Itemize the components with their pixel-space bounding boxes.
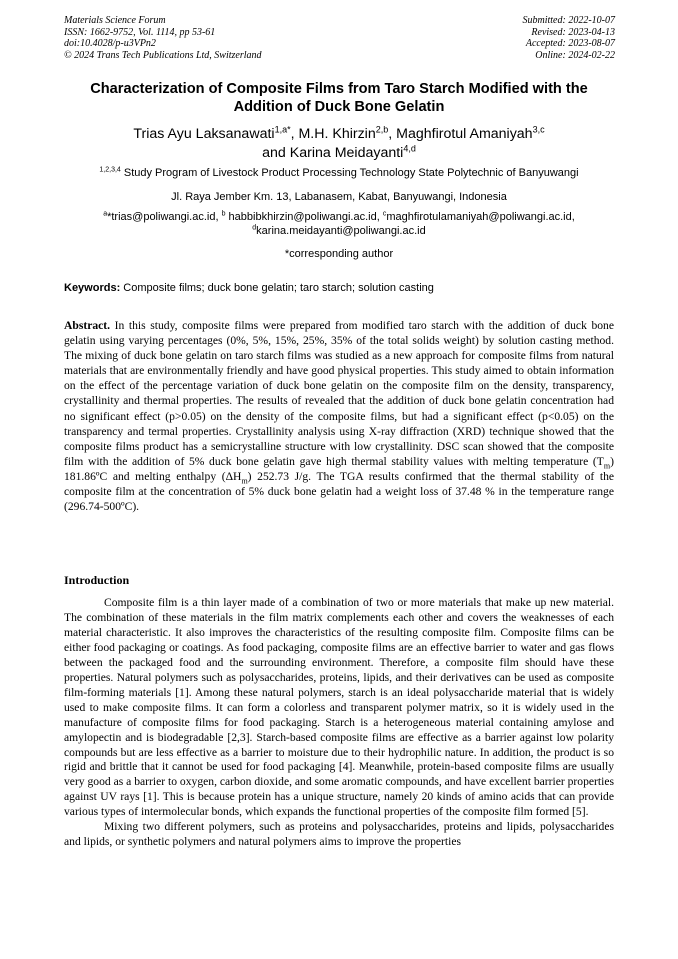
author-affiliation-mark: 3,c (532, 124, 545, 135)
journal-info (64, 15, 262, 61)
copyright-line: © 2024 Trans Tech Publications Ltd, Switzerland (64, 49, 262, 61)
introduction-heading: Introduction (64, 573, 130, 587)
keywords (64, 281, 434, 295)
publication-dates (523, 15, 616, 61)
email-link[interactable]: *trias@poliwangi.ac.id, (107, 211, 222, 223)
subscript: m (603, 461, 611, 471)
keywords-text: Composite films; duck bone gelatin; taro starch; solution casting (120, 282, 434, 294)
issn-line: ISSN: 1662-9752, Vol. 1114, pp 53-61 (64, 26, 216, 38)
title-line-2: Addition of Duck Bone Gelatin (233, 98, 445, 115)
email-mark: c (382, 210, 387, 218)
abstract-label: Abstract. (64, 319, 111, 332)
journal-name: Materials Science Forum (64, 15, 166, 26)
abstract-text: In this study, composite films were prepared from modified taro starch with the addition of duck bone gelatin using varying percentages (0%, 5%, 15%, 25%, 35% of the total solids weight) by solution casting method. The mixing of duck bone gelatin on taro starch films was studied as a new approach for composite films from natural materials that are environmentally friendly and have good physical properties. This study aimed to obtain information on the effect of the percentage variation of duck bone gelatin on the composite film on the density, transparency, crystallinity and thermal properties. The results of revealed that the addition of duck bone gelatin concentration had no significant effect (p>0.05) on the density of the composite films, but had a significant effect (p<0.05) on the transparency and termal properties. Crystallinity analysis using X-ray diffraction (XRD) technique showed that the composite films product has a semicrystalline structure with low crystallinity. DSC scan showed that the composite film with the addition of 5% duck bone gelatin gave high thermal stability values with melting temperature (T (64, 319, 614, 468)
email-link[interactable]: karina.meidayanti@poliwangi.ac.id (256, 225, 426, 237)
author-name: M.H. Khirzin (298, 126, 376, 142)
author-affiliation-mark: 2,b (375, 124, 389, 135)
submitted-date: Submitted: 2022-10-07 (522, 15, 615, 26)
author-list (50, 125, 628, 163)
email-mark: d (252, 224, 257, 232)
paper-title (50, 81, 628, 116)
affiliation-line (40, 166, 638, 180)
email-link[interactable]: habbibkhirzin@poliwangi.ac.id, (225, 211, 383, 223)
affiliation-text: Study Program of Livestock Product Processing Technology State Polytechnic of Banyuwangi (120, 167, 579, 179)
abstract (64, 318, 614, 514)
author-separator: , (290, 126, 299, 142)
email-mark: a (103, 210, 108, 218)
email-line-1 (40, 210, 638, 224)
email-list (40, 210, 638, 238)
paragraph: Mixing two different polymers, such as proteins and polysaccharides, proteins and lipids, polysaccharides and lipids, or synthetic polymers and natural polymers aims to improve the properties (64, 820, 614, 849)
email-mark: b (221, 210, 226, 218)
subscript: m (241, 476, 248, 486)
revised-date: Revised: 2023-04-13 (531, 26, 615, 38)
corresponding-author-note: *corresponding author (284, 248, 394, 260)
doi-line[interactable]: doi:10.4028/p-u3VPn2 (64, 38, 156, 49)
introduction-body (64, 596, 614, 850)
abstract-text: ) 181.86ºC and melting enthalpy (ΔH (64, 454, 614, 483)
abstract-text: ) 252.73 J/g. The TGA results confirmed that the thermal stability of the composite film at the concentration of 5% duck bone gelatin had a weight loss of 37.48 % in the temperature range (296.74-500ºC). (64, 469, 615, 514)
email-line-2 (40, 224, 638, 238)
keywords-label: Keywords: (64, 282, 121, 294)
author-name: Maghfirotul Amaniyah (396, 126, 533, 142)
author-line-1 (50, 125, 628, 144)
author-affiliation-mark: 4,d (403, 143, 416, 154)
author-name: Trias Ayu Laksanawati (133, 126, 275, 142)
title-line-1: Characterization of Composite Films from Taro Starch Modified with the (90, 81, 588, 97)
email-link[interactable]: maghfirotulamaniyah@poliwangi.ac.id, (386, 211, 575, 223)
online-date: Online: 2024-02-22 (535, 49, 615, 61)
author-name: Karina Meidayanti (289, 145, 404, 161)
affiliation-mark: 1,2,3,4 (99, 166, 121, 174)
paragraph: Composite film is a thin layer made of a combination of two or more materials that make up new material. The combination of these materials in the film matrix complements each other and covers the weaknesses of each material characteristic. It also improves the characteristics of the resulting composite film. Composite films can be either food packaging or coatings. As food packaging, composite films are an effective barrier to water and gas flows between the packaged food and the surrounding environment. Therefore, a composite film should have these properties. Natural polymers such as polysaccharides, proteins, lipids, and their derivatives can be used as composite film-forming materials [1]. Among these natural polymers, starch is an ideal polysaccharide material that is widely used to make composite films. It can form a colorless and transparent polymer matrix, so it is widely used in the manufacture of composite films for food packaging. Starch is a heterogeneous material containing amylose and amylopectin and is biodegradable [2,3]. Starch-based composite films are effective as a barrier against low polarity compounds but are less effective as a barrier to moisture due to their hydrophilic nature. In addition, the product is so rigid and brittle that it cannot be used for food packaging [4]. Meanwhile, protein-based composite films are usually very good as a barrier to oxygen, carbon dioxide, and some aromatic compounds, and have excellent barrier properties against UV rays [1]. This is because protein has a unique structure, namely 20 kinds of amino acids that can provide various types of intermolecular bonds, which expands the functional properties of the composite film formed [5]. (64, 596, 614, 819)
author-affiliation-mark: 1,a* (274, 124, 291, 135)
accepted-date: Accepted: 2023-08-07 (525, 38, 615, 49)
author-separator: , (388, 126, 397, 142)
affiliation-address: Jl. Raya Jember Km. 13, Labanasem, Kabat, Banyuwangi, Indonesia (171, 191, 507, 203)
author-conjunction: and (262, 145, 290, 161)
author-line-2 (50, 144, 628, 163)
